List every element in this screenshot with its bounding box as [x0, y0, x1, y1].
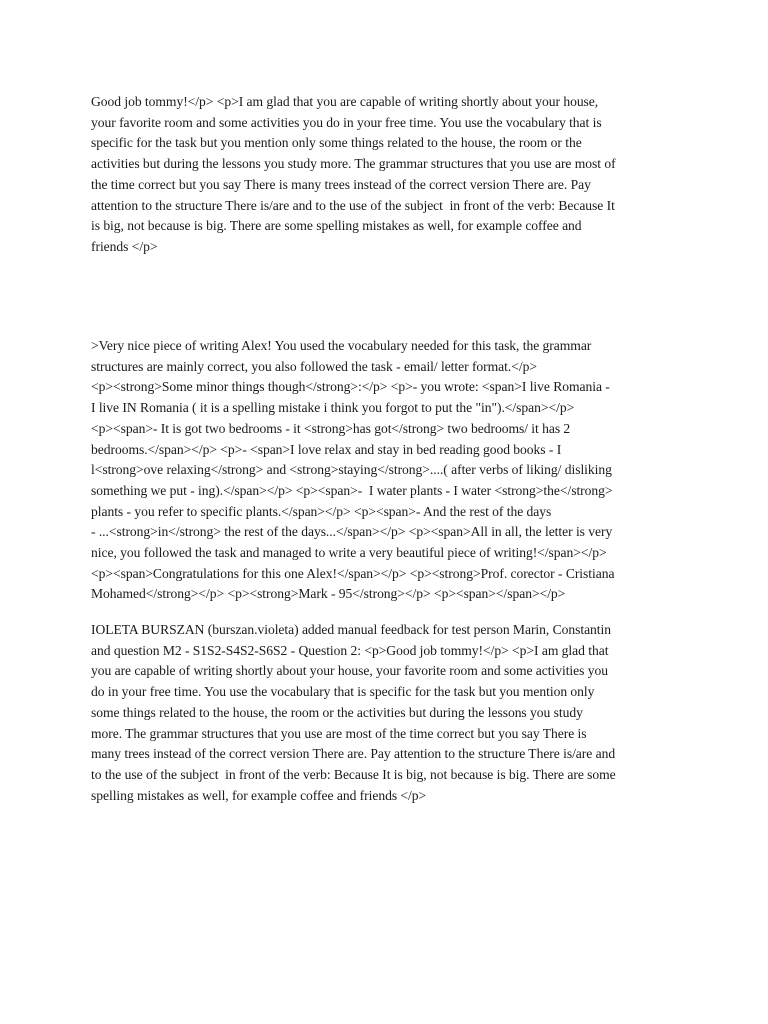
text-line: friends </p> — [91, 238, 158, 254]
feedback-paragraph-tommy — [91, 92, 691, 258]
text-line: nice, you followed the task and managed to write a very beautiful piece of writing!</span></p> — [91, 545, 607, 561]
text-line: spelling mistakes as well, for example coffee and friends </p> — [91, 787, 427, 803]
text-line: some things related to the house, the room or the activities but during the lessons you study — [91, 704, 583, 720]
text-line: structures are mainly correct, you also followed the task - email/ letter format.</p> — [91, 358, 537, 374]
text-line: <p><strong>Some minor things though</strong>:</p> <p>- you wrote: <span>I live Romania - — [91, 379, 610, 395]
text-line: bedrooms.</span></p> <p>- <span>I love relax and stay in bed reading good books - I — [91, 441, 562, 457]
text-line: IOLETA BURSZAN (burszan.violeta) added manual feedback for test person Marin, Constantin — [91, 622, 612, 637]
text-line: Good job tommy!</p> <p>I am glad that you are capable of writing shortly about your house, — [91, 94, 599, 109]
text-line: Mohamed</strong></p> <p><strong>Mark - 95</strong></p> <p><span></span></p> — [91, 586, 566, 602]
text-line: plants - you refer to specific plants.</span></p> <p><span>- And the rest of the days — [91, 503, 552, 519]
text-line: and question M2 - S1S2-S4S2-S6S2 - Question 2: <p>Good job tommy!</p> <p>I am glad that — [91, 642, 609, 658]
text-line: I live IN Romania ( it is a spelling mistake i think you forgot to put the "in").</span></p> — [91, 400, 575, 416]
text-line: the time correct but you say There is many trees instead of the correct version There are. Pay — [91, 176, 591, 192]
text-line: activities but during the lessons you study more. The grammar structures that you use are most of — [91, 156, 616, 172]
text-line: is big, not because is big. There are some spelling mistakes as well, for example coffee and — [91, 218, 582, 234]
text-line: more. The grammar structures that you use are most of the time correct but you say There is — [91, 725, 587, 741]
text-line: do in your free time. You use the vocabulary that is specific for the task but you mention only — [91, 684, 595, 700]
text-line: specific for the task but you mention only some things related to the house, the room or the — [91, 135, 582, 151]
text-line: l<strong>ove relaxing</strong> and <strong>staying</strong>....( after verbs of liking/ disliking — [91, 462, 612, 478]
text-line: many trees instead of the correct version There are. Pay attention to the structure There is/are and — [91, 746, 616, 762]
text-line: your favorite room and some activities you do in your free time. You use the vocabulary that is — [91, 114, 602, 130]
text-line: - ...<strong>in</strong> the rest of the days...</span></p> <p><span>All in all, the letter is very — [91, 524, 613, 540]
text-line: to the use of the subject in front of the verb: Because It is big, not because is big. There are some — [91, 766, 616, 782]
text-line: <p><span>- It is got two bedrooms - it <strong>has got</strong> two bedrooms/ it has 2 — [91, 420, 571, 436]
feedback-paragraph-alex — [91, 336, 691, 605]
text-line: attention to the structure There is/are and to the use of the subject in front of the verb: Because It — [91, 197, 615, 213]
feedback-paragraph-log-entry — [91, 620, 691, 806]
text-line: you are capable of writing shortly about your house, your favorite room and some activities you — [91, 663, 608, 679]
text-line: >Very nice piece of writing Alex! You used the vocabulary needed for this task, the grammar — [91, 338, 592, 353]
text-line: something we put - ing).</span></p> <p><span>- I water plants - I water <strong>the</strong> — [91, 482, 613, 498]
text-line: <p><span>Congratulations for this one Alex!</span></p> <p><strong>Prof. corector - Cristiana — [91, 565, 615, 581]
